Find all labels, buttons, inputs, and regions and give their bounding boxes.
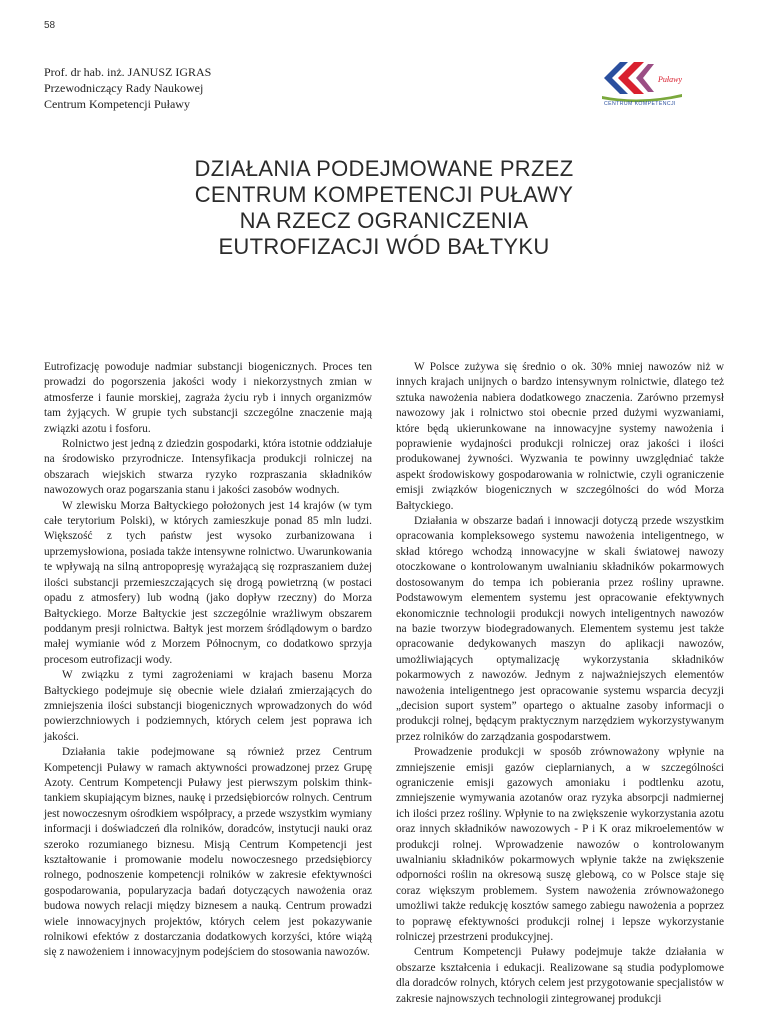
logo-script-text: Puławy [658,75,682,84]
article-body [44,360,724,1005]
paragraph: Rolnictwo jest jedną z dziedzin gospodarki, która istotnie oddziałuje na środowisko przyrodnicze. Intensyfikacja produkcji rolniczej na obszarach wiejskich stwarza ryzyko rozpraszania składników nawozowych oraz pogarszania stanu i jakości zasobów wodnych. [44,438,372,497]
author-name: Prof. dr hab. inż. JANUSZ IGRAS [44,65,212,79]
logo-chevron-purple [636,64,654,92]
paragraph: Eutrofizację powoduje nadmiar substancji biogenicznych. Proces ten prowadzi do pogorszenia jakości wody i niekorzystnych zmian w atmosferze i faunie morskiej, zagraża życiu ryb i innych organizmów tam żyjących. W grupie tych substancji szczególne znaczenie mają związki azotu i fosforu. [44,361,372,435]
paragraph: Prowadzenie produkcji w sposób zrównoważony wpłynie na zmniejszenie emisji gazów cieplarnianych, a w szczególności ograniczenie emisji gazowych amoniaku i podtlenku azotu, zmniejszenie wymywania azotanów oraz ryzyka absorpcji nadmiernej ich ilości przez rośliny. Wpłynie to na zwiększenie wykorzystania azotu oraz innych składników nawozowych - P i K oraz mikroelementów w produkcji rolnej. Wprowadzenie nawozów o kontrolowanym uwalnianiu składników pokarmowych wpłynie także na zwiększenie odporności roślin na okresową suszę glebową, co w Polsce staje się coraz większym problemem. System nawożenia zrównoważonego umożliwi także redukcję kosztów samego zabiegu nawożenia a poprzez to poprawę efektywności produkcji rolnej i lepsze wykorzystanie rolniczej przestrzeni produkcyjnej. [396,746,724,944]
paragraph: W związku z tymi zagrożeniami w krajach basenu Morza Bałtyckiego podejmuje się obecnie wiele działań zmierzających do zmniejszenia ilości substancji biogenicznych wprowadzonych do wód powierzchniowych i podziemnych, których celem jest poprawa ich jakości. [44,669,372,743]
title-line: CENTRUM KOMPETENCJI PUŁAWY [194,182,574,207]
paragraph: W Polsce zużywa się średnio o ok. 30% mniej nawozów niż w innych krajach unijnych o bardzo intensywnym rolnictwie, dlatego też sztuka nawożenia nabiera dodatkowego znaczenia. Zarówno przemysł nawozowy jak i rolnictwo stoi obecnie przed dużymi wyzwaniami, które będą ukierunkowane na innowacyjne systemy nawożenia i poprawienie wydajności produkcji rolniczej oraz jakości i ilości produkowanej żywności. Wyzwania te powinny uwzględniać także aspekt środowiskowy gospodarowania w rolnictwie, czyli ograniczenie emisji związków biogenicznych w szczególności do wód Morza Bałtyckiego. [396,361,724,512]
title-line: DZIAŁANIA PODEJMOWANE PRZEZ [194,156,574,181]
centrum-kompetencji-logo [590,58,690,108]
paragraph: Centrum Kompetencji Puławy podejmuje także działania w obszarze kształcenia i edukacji. Realizowane są studia podyplomowe dla doradców rolnych, których celem jest przygotowanie specjalistów w zakresie najnowszych technologii zintegrowanej produkcji [396,946,724,1005]
title-line: EUTROFIZACJI WÓD BAŁTYKU [218,234,550,259]
page-number: 58 [44,20,56,31]
paragraph: Działania w obszarze badań i innowacji dotyczą przede wszystkim opracowania kompleksowego systemu nawożenia inteligentnego, w skład którego wchodzą innowacyjne w skali światowej nawozy otoczkowane o kontrolowanym uwalnianiu składników pokarmowych dostosowanym do tempa ich pobierania przez rośliny uprawne. Podstawowym elementem systemu jest opracowanie efektywnych ekonomicznie technologii produkcji nowych inteligentnych nawozów na bazie tworzyw biodegradowanych. Elementem systemu jest także opracowanie dedykowanych maszyn do aplikacji nawozów, umożliwiających optymalizację wykorzystania składników pokarmowych z nawozów. Jednym z najważniejszych elementów nawożenia inteligentnego jest opracowanie systemu wsparcia decyzji „decision suport system” opartego o aktualne zasoby informacji o produkcji rolnej, będącym praktycznym narzędziem wykorzystywanym przez rolników do zarządzania gospodarstwem. [396,515,724,743]
paragraph: W zlewisku Morza Bałtyckiego położonych jest 14 krajów (w tym całe terytorium Polski), w których zamieszkuje ponad 85 mln ludzi. Większość z tych państw jest wysoko zurbanizowana i uprzemysłowiona, posiada także intensywne rolnictwo. Uwarunkowania te wpływają na silną antropopresję wyrażającą się rozpraszaniem dużej ilości substancji przemieszczających się drogą powietrzną (w postaci opadu z atmosfery) lub wodną (jako dopływ rzeczny) do Morza Bałtyckiego. Morze Bałtyckie jest szczególnie wrażliwym obszarem poddanym presji rolnictwa. Bałtyk jest morzem śródlądowym o bardzo małej wymianie wód z Morzem Północnym, co dodatkowo sprzyja procesom eutrofizacji wody. [44,499,372,666]
logo-caption: CENTRUM KOMPETENCJI [604,101,676,107]
author-block [44,64,211,112]
right-column [396,360,724,1005]
paragraph: Działania takie podejmowane są również przez Centrum Kompetencji Puławy w ramach aktywności prowadzonej przez Grupę Azoty. Centrum Kompetencji Puławy jest pierwszym polskim think-tankiem skupiającym biznes, naukę i przedsiębiorców rolnych. Centrum jest nowoczesnym ośrodkiem współpracy, a przede wszystkim wymiany informacji i doświadczeń dla rolników, doradców, instytucji nauki oraz szeroko rozumianego biznesu. Misją Centrum Kompetencji jest kształtowanie i promowanie modelu nowoczesnego przedsiębiorcy rolnego, podnoszenie kompetencji rolników w zakresie efektywności gospodarowania, popularyzacja badań dotyczących nawożenia oraz budowa nowych relacji między biznesem a nauką. Centrum prowadzi wiele innowacyjnych projektów, których celem jest pokazywanie rolnikowi efektów z dostarczania dodatkowych korzyści, które wiążą się z nawożeniem i innowacyjnym podejściem do stosowania nawozów. [44,746,372,959]
logo-graphic [590,58,690,108]
article-title [0,156,768,260]
left-column [44,360,372,1000]
author-organization: Centrum Kompetencji Puławy [44,97,190,111]
author-role: Przewodniczący Rady Naukowej [44,81,204,95]
title-line: NA RZECZ OGRANICZENIA [239,208,529,233]
